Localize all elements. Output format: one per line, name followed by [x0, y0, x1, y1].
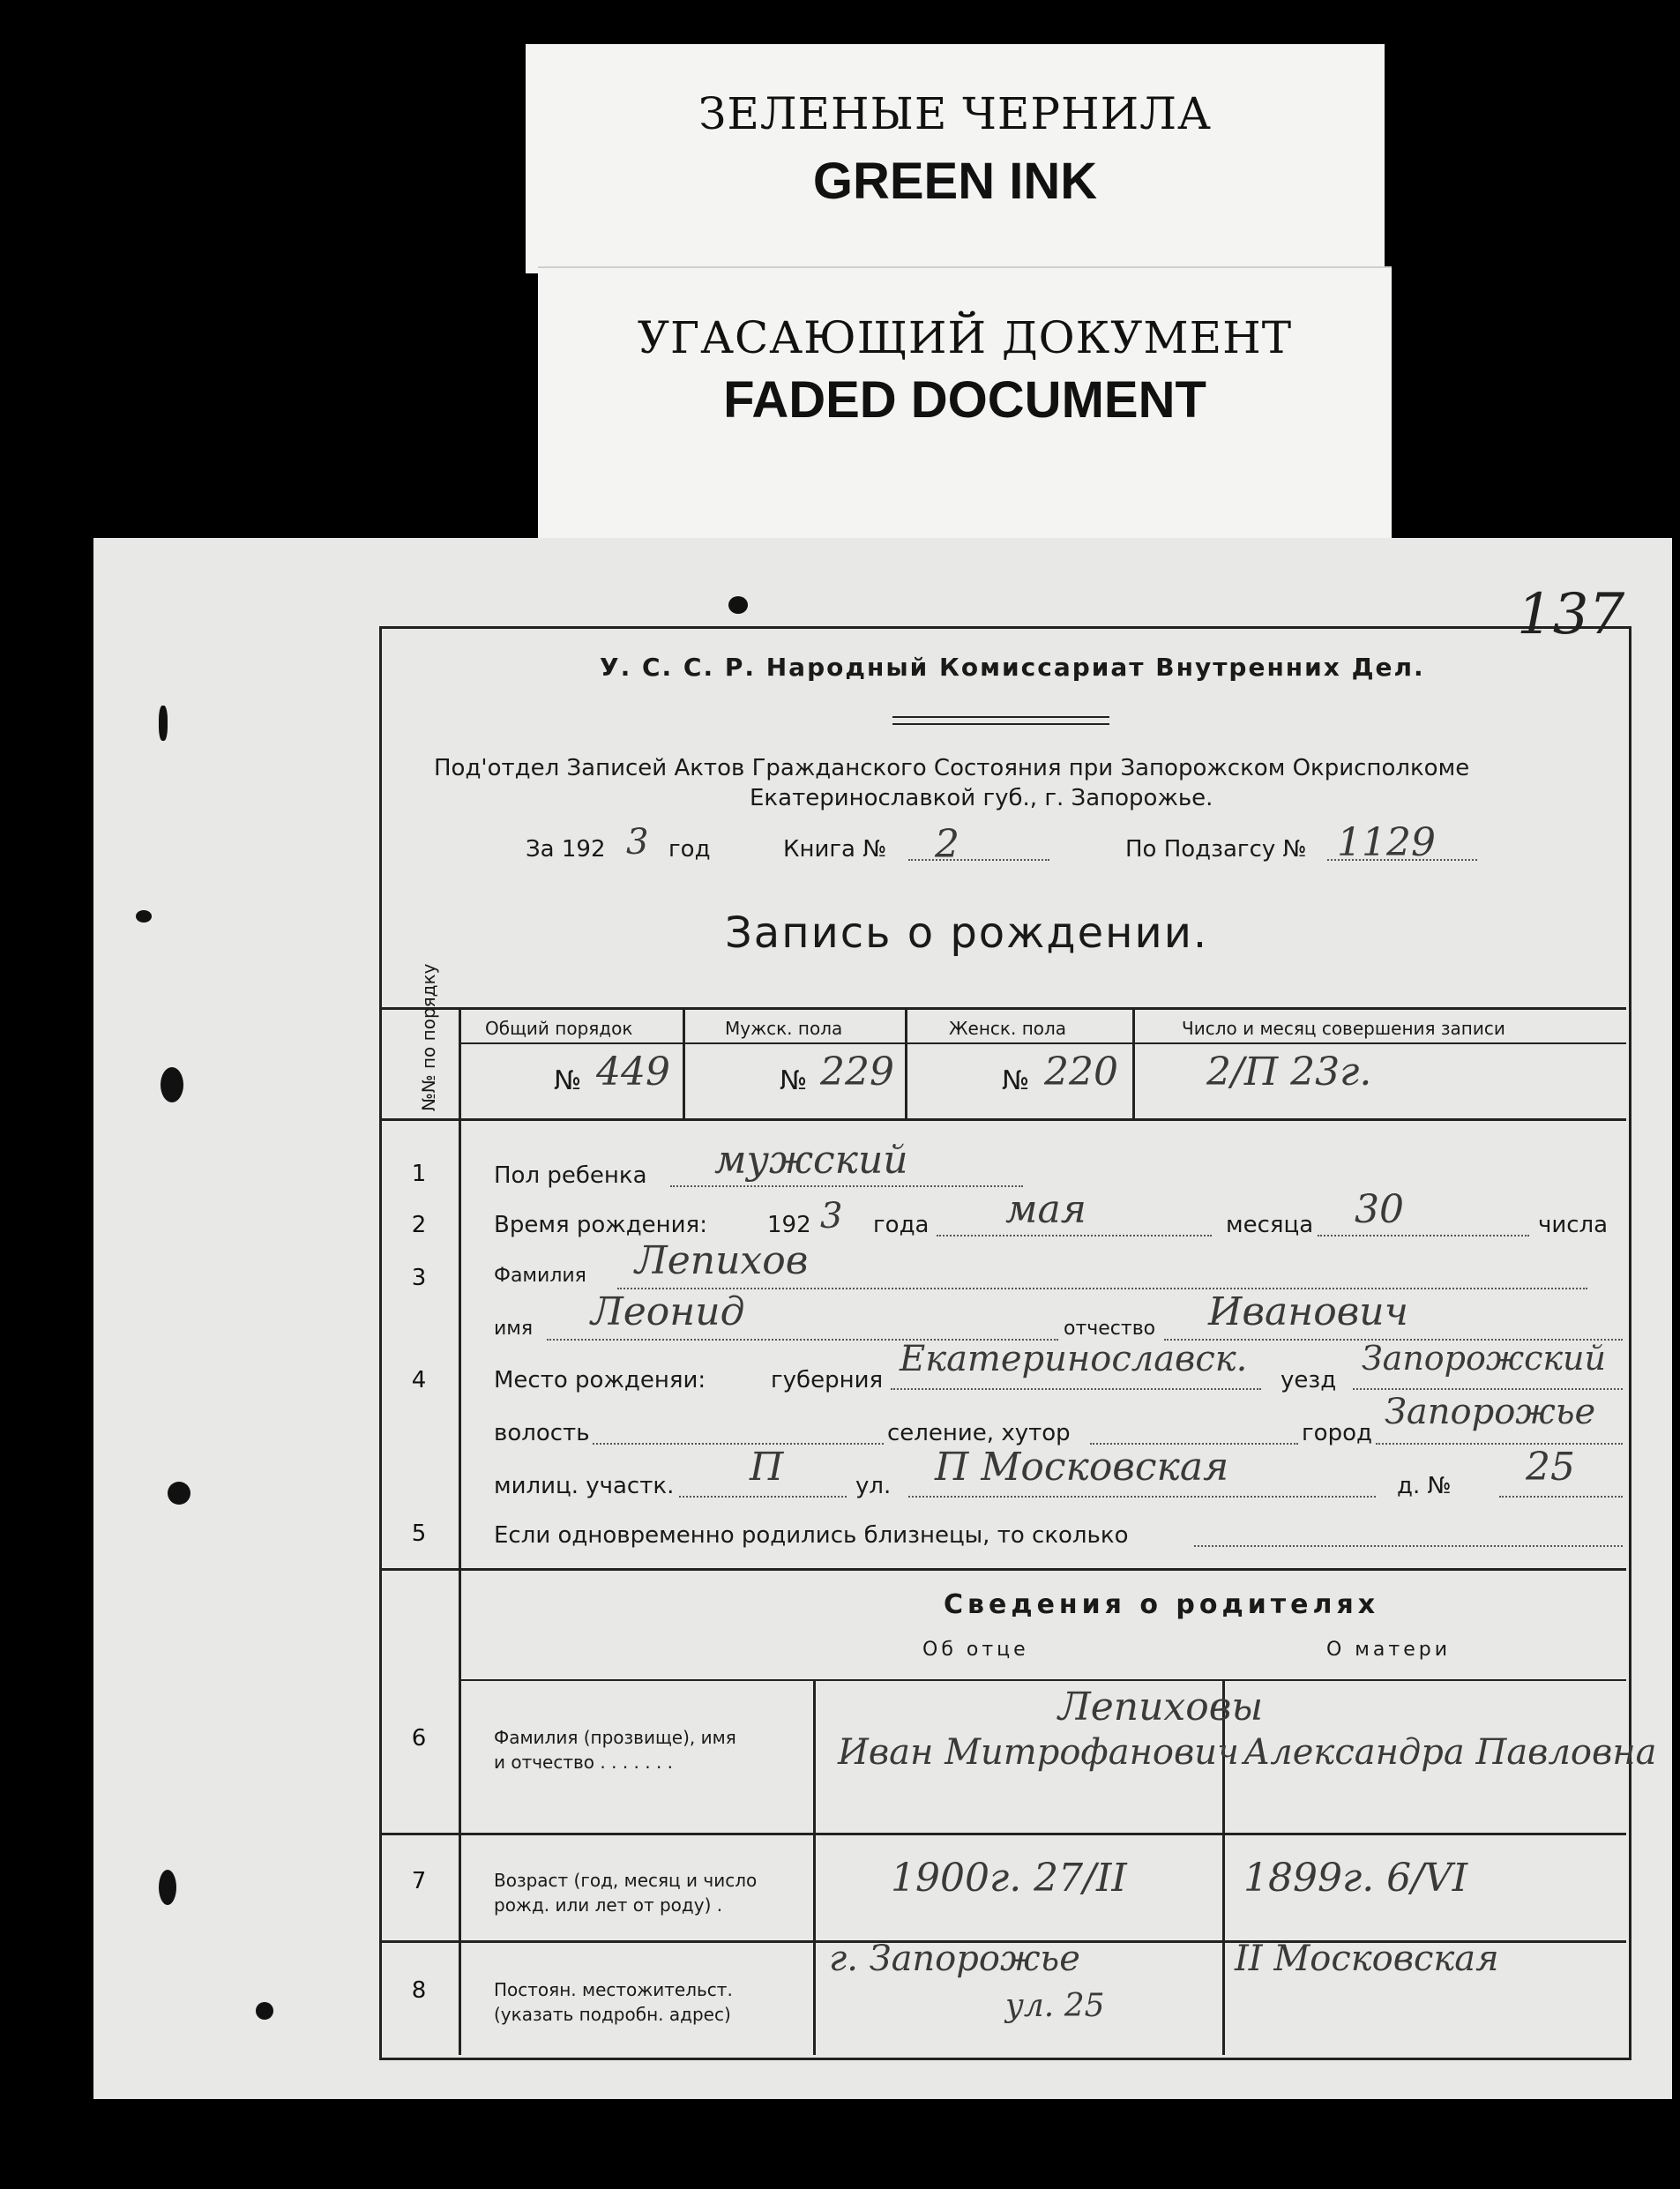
fill-line — [908, 1496, 1376, 1498]
green-ink-russian: ЗЕЛЕНЫЕ ЧЕРНИЛА — [698, 88, 1212, 139]
page-number: 137 — [1517, 582, 1625, 647]
parent-name-label-cont: и отчество . . . . . . . — [494, 1752, 674, 1773]
militia-label: милиц. участк. — [494, 1473, 675, 1499]
row-number: 8 — [411, 1977, 427, 2004]
city-label: город — [1302, 1420, 1372, 1446]
column-record-date: Число и месяц совершения записи — [1182, 1018, 1505, 1039]
street-value: П Московская — [935, 1445, 1229, 1490]
binding-hole — [168, 1482, 190, 1505]
fill-line — [670, 1185, 1023, 1187]
green-ink-english: GREEN INK — [812, 153, 1098, 210]
militia-value: П — [750, 1445, 784, 1490]
fill-line — [1327, 859, 1477, 861]
book-value: 2 — [935, 822, 959, 867]
fill-line — [617, 1288, 1587, 1289]
gubernia-value: Екатеринославск. — [900, 1339, 1248, 1379]
row-number: 1 — [411, 1161, 427, 1187]
female-order-value: 220 — [1044, 1050, 1118, 1094]
binding-hole — [161, 1067, 183, 1102]
female-no-label: № — [1002, 1065, 1030, 1096]
row-number: 7 — [411, 1868, 427, 1894]
fill-line — [937, 1235, 1212, 1236]
table-rule — [905, 1007, 907, 1118]
city-value: Запорожье — [1385, 1392, 1596, 1432]
faded-document-english: FADED DOCUMENT — [723, 371, 1206, 429]
parent-address-label: Постоян. местожительст. — [494, 1979, 733, 2000]
row-number: 3 — [411, 1265, 427, 1291]
male-order-value: 229 — [820, 1050, 894, 1094]
table-rule — [459, 1679, 1626, 1681]
parent-age-label: Возраст (год, месяц и число — [494, 1870, 758, 1891]
header-divider — [892, 716, 1109, 718]
subzags-value: 1129 — [1337, 820, 1436, 865]
table-rule — [459, 1042, 1626, 1044]
father-age-value: 1900г. 27/II — [891, 1856, 1127, 1901]
book-label: Книга № — [783, 836, 887, 863]
father-name-value: Иван Митрофанович — [838, 1732, 1239, 1773]
village-label: селение, хутор — [887, 1420, 1071, 1446]
header-region: Екатеринославкой губ., г. Запорожье. — [750, 785, 1213, 811]
table-rule — [379, 1118, 1626, 1121]
table-rule — [379, 1833, 1626, 1835]
fill-line — [1499, 1496, 1623, 1498]
table-rule — [1132, 1007, 1135, 1118]
table-rule — [683, 1007, 685, 1118]
faded-document-label-card — [538, 266, 1392, 542]
general-no-label: № — [554, 1065, 582, 1096]
parents-section-title: Сведения о родителях — [944, 1589, 1380, 1620]
fill-line — [679, 1496, 847, 1498]
child-sex-label: Пол ребенка — [494, 1162, 647, 1189]
column-order-number: №№ по порядку — [418, 963, 439, 1111]
birth-year-prefix: 192 — [767, 1212, 811, 1238]
patronymic-value: Иванович — [1208, 1289, 1409, 1334]
binding-hole — [256, 2002, 273, 2020]
record-date-value: 2/П 23г. — [1206, 1050, 1372, 1094]
column-male: Мужск. пола — [725, 1018, 843, 1039]
uezd-label: уезд — [1281, 1367, 1337, 1393]
street-label: ул. — [855, 1473, 892, 1499]
name-label: имя — [494, 1318, 534, 1340]
header-department: Под'отдел Записей Актов Гражданского Состояния при Запорожском Окрисполкоме — [434, 755, 1470, 781]
general-order-value: 449 — [596, 1050, 670, 1094]
year-value: 3 — [626, 822, 649, 863]
binding-hole — [159, 1870, 176, 1905]
mother-column-header: О матери — [1326, 1639, 1452, 1661]
birth-time-label: Время рождения: — [494, 1212, 707, 1238]
father-address-house: ул. 25 — [1005, 1988, 1105, 2024]
birthplace-label: Место рожденяи: — [494, 1367, 706, 1393]
mother-age-value: 1899г. 6/VI — [1243, 1856, 1468, 1901]
mother-address-value: II Московская — [1235, 1939, 1499, 1979]
child-sex-value: мужский — [714, 1138, 908, 1183]
table-rule — [379, 1007, 1626, 1010]
birth-day-value: 30 — [1355, 1187, 1404, 1232]
parent-age-label-cont: рожд. или лет от роду) . — [494, 1894, 723, 1916]
green-ink-label-card — [526, 44, 1385, 273]
fill-line — [1194, 1545, 1623, 1547]
twins-label: Если одновременно родились близнецы, то сколько — [494, 1522, 1129, 1549]
surname-value: Лепихов — [635, 1238, 809, 1283]
surname-label: Фамилия — [494, 1265, 586, 1287]
birth-day-label: числа — [1538, 1212, 1609, 1238]
patronymic-label: отчество — [1064, 1318, 1156, 1340]
row-number: 2 — [411, 1212, 427, 1238]
fill-line — [1353, 1388, 1623, 1390]
year-label: За 192 — [526, 836, 606, 863]
header-ministry: У. С. С. Р. Народный Комиссариат Внутренних Дел. — [600, 653, 1425, 682]
father-address-value: г. Запорожье — [829, 1939, 1080, 1979]
table-rule — [379, 1568, 1626, 1571]
column-female: Женск. пола — [949, 1018, 1067, 1039]
header-divider — [892, 723, 1109, 725]
birth-year-value: 3 — [820, 1196, 843, 1236]
birth-month-value: мая — [1005, 1187, 1086, 1232]
volost-label: волость — [494, 1420, 590, 1446]
parents-surname-value: Лепиховы — [1058, 1685, 1264, 1730]
house-label: д. № — [1397, 1473, 1452, 1499]
fill-line — [1376, 1443, 1623, 1445]
parent-name-label: Фамилия (прозвище), имя — [494, 1727, 736, 1748]
male-no-label: № — [780, 1065, 808, 1096]
year-suffix: год — [668, 836, 711, 863]
father-column-header: Об отце — [922, 1639, 1029, 1661]
uezd-value: Запорожский — [1362, 1339, 1607, 1378]
subzags-label: По Подзагсу № — [1125, 836, 1307, 863]
fill-line — [908, 859, 1049, 861]
mother-name-value: Александра Павловна — [1243, 1732, 1657, 1773]
table-rule — [459, 1568, 461, 2055]
table-rule — [813, 1679, 816, 2055]
house-value: 25 — [1526, 1445, 1575, 1490]
birth-month-label: месяца — [1226, 1212, 1314, 1238]
binding-hole — [136, 910, 152, 923]
row-number: 4 — [411, 1367, 427, 1393]
faded-document-russian: УГАСАЮЩИЙ ДОКУМЕНТ — [637, 312, 1293, 363]
name-value: Леонид — [591, 1289, 745, 1334]
fill-line — [891, 1388, 1261, 1390]
birth-year-suffix: года — [873, 1212, 930, 1238]
parent-address-label-cont: (указать подробн. адрес) — [494, 2004, 731, 2025]
gubernia-label: губерния — [771, 1367, 884, 1393]
fill-line — [1318, 1235, 1529, 1236]
page-title: Запись о рождении. — [725, 908, 1209, 958]
binding-hole — [159, 706, 168, 741]
column-general-order: Общий порядок — [485, 1018, 633, 1039]
fill-line — [593, 1443, 884, 1445]
row-number: 6 — [411, 1725, 427, 1752]
table-rule — [459, 1007, 461, 1568]
row-number: 5 — [411, 1520, 427, 1547]
punch-hole — [728, 596, 748, 614]
